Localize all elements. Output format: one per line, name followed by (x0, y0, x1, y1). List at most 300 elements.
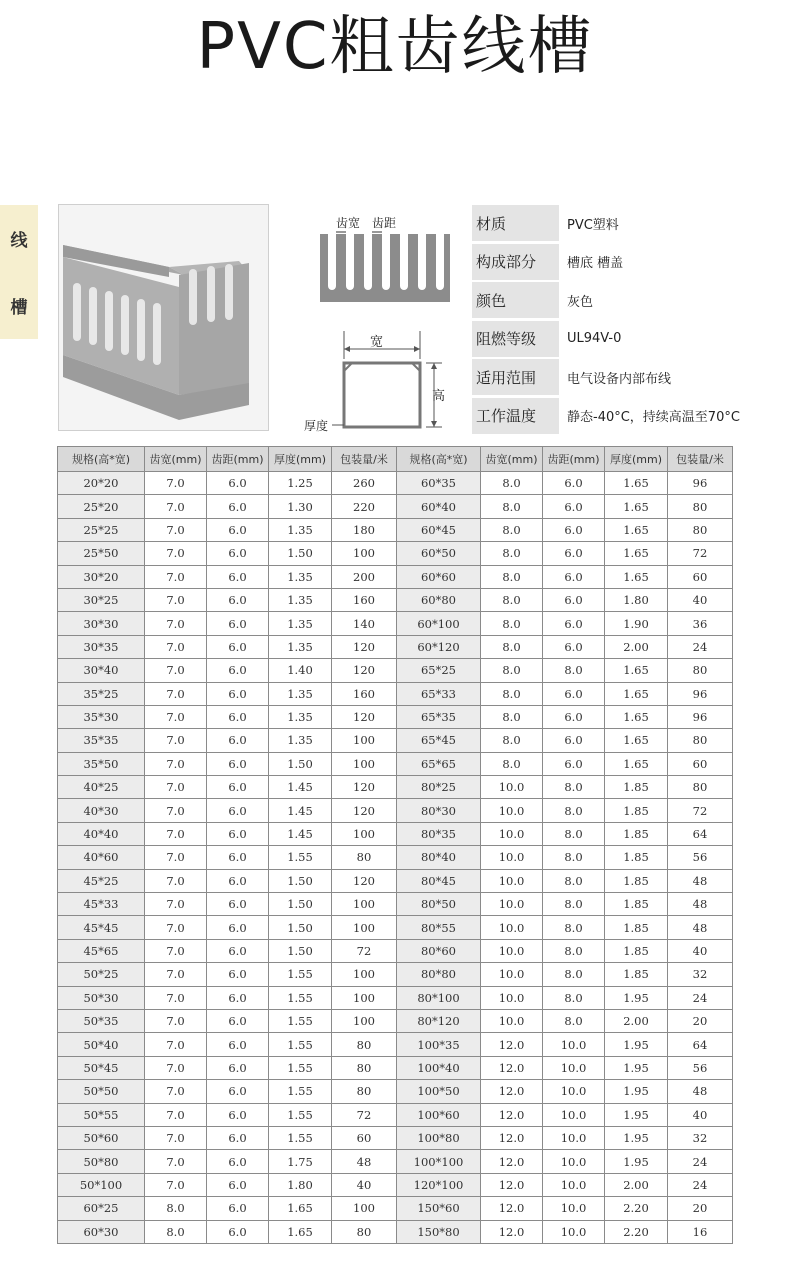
attribute-key: 颜色 (472, 282, 559, 318)
table-cell: 1.55 (269, 1103, 332, 1126)
table-cell: 1.55 (269, 1056, 332, 1079)
thickness-label: 厚度 (304, 419, 329, 433)
table-cell: 8.0 (481, 588, 543, 611)
table-cell: 72 (668, 799, 733, 822)
table-cell: 1.65 (605, 729, 668, 752)
attribute-row (472, 281, 790, 320)
table-cell: 6.0 (207, 682, 269, 705)
table-cell: 1.95 (605, 986, 668, 1009)
spec-size-cell: 50*50 (58, 1080, 145, 1103)
spec-size-cell: 80*25 (397, 776, 481, 799)
table-row (58, 1150, 733, 1173)
spec-size-cell: 30*20 (58, 565, 145, 588)
spec-size-cell: 50*25 (58, 963, 145, 986)
table-cell: 8.0 (481, 705, 543, 728)
table-cell: 6.0 (207, 472, 269, 495)
table-cell: 1.65 (605, 472, 668, 495)
spec-size-cell: 50*45 (58, 1056, 145, 1079)
table-cell: 6.0 (207, 1197, 269, 1220)
spec-size-cell: 50*100 (58, 1173, 145, 1196)
table-cell: 1.50 (269, 893, 332, 916)
table-cell: 100 (332, 1197, 397, 1220)
table-cell: 48 (668, 893, 733, 916)
attribute-list (472, 204, 790, 435)
spec-size-cell: 100*100 (397, 1150, 481, 1173)
table-row (58, 1197, 733, 1220)
table-row (58, 1103, 733, 1126)
table-cell: 96 (668, 472, 733, 495)
column-header: 齿宽(mm) (481, 447, 543, 472)
table-cell: 6.0 (207, 916, 269, 939)
spec-size-cell: 60*25 (58, 1197, 145, 1220)
table-cell: 24 (668, 1150, 733, 1173)
table-cell: 1.50 (269, 752, 332, 775)
table-row (58, 869, 733, 892)
table-cell: 220 (332, 495, 397, 518)
table-cell: 10.0 (543, 1080, 605, 1103)
table-cell: 7.0 (145, 752, 207, 775)
table-cell: 6.0 (543, 495, 605, 518)
wire-duct-illustration (59, 205, 268, 430)
table-cell: 1.35 (269, 612, 332, 635)
column-header: 包装量/米 (332, 447, 397, 472)
table-cell: 1.55 (269, 963, 332, 986)
spec-size-cell: 45*45 (58, 916, 145, 939)
table-cell: 8.0 (145, 1220, 207, 1243)
table-cell: 1.35 (269, 635, 332, 658)
table-cell: 8.0 (481, 682, 543, 705)
table-cell: 1.45 (269, 799, 332, 822)
table-cell: 12.0 (481, 1080, 543, 1103)
table-cell: 10.0 (481, 822, 543, 845)
spec-size-cell: 60*100 (397, 612, 481, 635)
table-cell: 80 (668, 518, 733, 541)
table-cell: 6.0 (207, 1126, 269, 1149)
spec-size-cell: 80*55 (397, 916, 481, 939)
table-cell: 12.0 (481, 1173, 543, 1196)
spec-size-cell: 80*80 (397, 963, 481, 986)
table-cell: 1.65 (605, 682, 668, 705)
table-cell: 32 (668, 1126, 733, 1149)
table-cell: 260 (332, 472, 397, 495)
spec-size-cell: 100*35 (397, 1033, 481, 1056)
spec-size-cell: 100*60 (397, 1103, 481, 1126)
spec-size-cell: 150*80 (397, 1220, 481, 1243)
spec-size-cell: 40*60 (58, 846, 145, 869)
table-cell: 7.0 (145, 659, 207, 682)
table-row (58, 705, 733, 728)
table-cell: 100 (332, 729, 397, 752)
table-cell: 72 (332, 1103, 397, 1126)
table-header-row (58, 447, 733, 472)
spec-table (57, 446, 733, 1244)
table-row (58, 1173, 733, 1196)
table-cell: 160 (332, 682, 397, 705)
table-cell: 40 (668, 1103, 733, 1126)
table-cell: 1.95 (605, 1033, 668, 1056)
table-cell: 1.55 (269, 986, 332, 1009)
table-cell: 1.65 (605, 495, 668, 518)
spec-size-cell: 60*60 (397, 565, 481, 588)
table-cell: 1.55 (269, 1080, 332, 1103)
table-cell: 56 (668, 1056, 733, 1079)
table-cell: 6.0 (207, 1033, 269, 1056)
attribute-value: 电气设备内部布线 (567, 371, 672, 387)
table-cell: 1.90 (605, 612, 668, 635)
table-cell: 6.0 (543, 565, 605, 588)
tooth-diagram (316, 212, 454, 312)
table-cell: 80 (668, 729, 733, 752)
table-row (58, 752, 733, 775)
spec-size-cell: 50*40 (58, 1033, 145, 1056)
tooth-width-label: 齿宽 (336, 216, 361, 230)
table-cell: 160 (332, 588, 397, 611)
table-cell: 1.55 (269, 1009, 332, 1032)
spec-size-cell: 35*30 (58, 705, 145, 728)
table-cell: 120 (332, 776, 397, 799)
spec-size-cell: 65*35 (397, 705, 481, 728)
side-tab (0, 205, 38, 339)
spec-size-cell: 60*50 (397, 542, 481, 565)
table-row (58, 588, 733, 611)
table-cell: 1.65 (605, 542, 668, 565)
spec-size-cell: 150*60 (397, 1197, 481, 1220)
table-cell: 7.0 (145, 963, 207, 986)
table-cell: 10.0 (481, 893, 543, 916)
table-cell: 8.0 (543, 916, 605, 939)
table-cell: 6.0 (207, 776, 269, 799)
table-cell: 10.0 (543, 1103, 605, 1126)
spec-size-cell: 25*25 (58, 518, 145, 541)
spec-size-cell: 100*50 (397, 1080, 481, 1103)
table-cell: 7.0 (145, 729, 207, 752)
table-row (58, 963, 733, 986)
table-cell: 100 (332, 893, 397, 916)
table-cell: 1.65 (269, 1197, 332, 1220)
table-cell: 8.0 (481, 729, 543, 752)
table-cell: 6.0 (207, 588, 269, 611)
table-cell: 10.0 (481, 869, 543, 892)
table-cell: 100 (332, 963, 397, 986)
table-cell: 100 (332, 752, 397, 775)
table-cell: 2.00 (605, 635, 668, 658)
table-cell: 7.0 (145, 799, 207, 822)
spec-size-cell: 60*120 (397, 635, 481, 658)
spec-size-cell: 100*80 (397, 1126, 481, 1149)
table-cell: 7.0 (145, 518, 207, 541)
table-cell: 120 (332, 799, 397, 822)
column-header: 齿距(mm) (543, 447, 605, 472)
table-cell: 1.50 (269, 869, 332, 892)
table-cell: 1.95 (605, 1103, 668, 1126)
table-cell: 120 (332, 659, 397, 682)
table-cell: 1.85 (605, 776, 668, 799)
table-cell: 6.0 (207, 869, 269, 892)
table-cell: 7.0 (145, 1009, 207, 1032)
table-cell: 7.0 (145, 635, 207, 658)
spec-size-cell: 40*40 (58, 822, 145, 845)
table-cell: 6.0 (543, 588, 605, 611)
table-cell: 6.0 (207, 518, 269, 541)
table-cell: 48 (668, 1080, 733, 1103)
attribute-key: 构成部分 (472, 244, 559, 280)
table-cell: 7.0 (145, 1033, 207, 1056)
table-cell: 12.0 (481, 1220, 543, 1243)
table-cell: 1.50 (269, 542, 332, 565)
table-row (58, 893, 733, 916)
tooth-pitch-label: 齿距 (372, 216, 397, 230)
table-cell: 1.85 (605, 963, 668, 986)
table-row (58, 682, 733, 705)
table-cell: 8.0 (543, 799, 605, 822)
spec-size-cell: 50*55 (58, 1103, 145, 1126)
table-cell: 6.0 (207, 1056, 269, 1079)
table-cell: 56 (668, 846, 733, 869)
table-cell: 7.0 (145, 1150, 207, 1173)
table-cell: 1.85 (605, 799, 668, 822)
table-cell: 6.0 (543, 542, 605, 565)
spec-size-cell: 45*65 (58, 939, 145, 962)
table-cell: 7.0 (145, 776, 207, 799)
table-cell: 12.0 (481, 1103, 543, 1126)
table-cell: 1.85 (605, 822, 668, 845)
table-cell: 6.0 (207, 495, 269, 518)
spec-size-cell: 50*30 (58, 986, 145, 1009)
spec-size-cell: 80*35 (397, 822, 481, 845)
table-cell: 1.40 (269, 659, 332, 682)
table-cell: 64 (668, 822, 733, 845)
table-row (58, 635, 733, 658)
table-cell: 8.0 (481, 518, 543, 541)
table-cell: 6.0 (207, 1150, 269, 1173)
table-cell: 8.0 (481, 472, 543, 495)
table-cell: 10.0 (481, 846, 543, 869)
table-cell: 100 (332, 986, 397, 1009)
table-cell: 1.45 (269, 776, 332, 799)
table-cell: 1.85 (605, 893, 668, 916)
table-row (58, 1080, 733, 1103)
table-cell: 48 (668, 869, 733, 892)
spec-size-cell: 45*25 (58, 869, 145, 892)
table-cell: 7.0 (145, 893, 207, 916)
table-row (58, 916, 733, 939)
spec-size-cell: 80*60 (397, 939, 481, 962)
table-cell: 1.95 (605, 1080, 668, 1103)
table-cell: 8.0 (481, 635, 543, 658)
spec-size-cell: 20*20 (58, 472, 145, 495)
table-cell: 12.0 (481, 1150, 543, 1173)
spec-size-cell: 65*45 (397, 729, 481, 752)
table-cell: 8.0 (481, 565, 543, 588)
table-cell: 8.0 (481, 752, 543, 775)
table-cell: 140 (332, 612, 397, 635)
spec-size-cell: 25*50 (58, 542, 145, 565)
table-cell: 7.0 (145, 916, 207, 939)
spec-size-cell: 50*35 (58, 1009, 145, 1032)
table-cell: 1.35 (269, 518, 332, 541)
cross-section-diagram (302, 327, 462, 435)
table-cell: 1.80 (269, 1173, 332, 1196)
attribute-row (472, 320, 790, 359)
table-row (58, 939, 733, 962)
table-cell: 1.85 (605, 846, 668, 869)
table-row (58, 612, 733, 635)
table-cell: 7.0 (145, 682, 207, 705)
table-cell: 1.80 (605, 588, 668, 611)
table-cell: 1.95 (605, 1150, 668, 1173)
table-cell: 1.35 (269, 682, 332, 705)
table-cell: 8.0 (145, 1197, 207, 1220)
spec-size-cell: 40*25 (58, 776, 145, 799)
spec-size-cell: 100*40 (397, 1056, 481, 1079)
spec-size-cell: 50*80 (58, 1150, 145, 1173)
table-row (58, 846, 733, 869)
table-cell: 1.30 (269, 495, 332, 518)
attribute-value: UL94V-0 (567, 331, 622, 347)
table-cell: 8.0 (543, 893, 605, 916)
spec-size-cell: 35*35 (58, 729, 145, 752)
table-cell: 20 (668, 1197, 733, 1220)
page-title: PVC粗齿线槽 (196, 10, 594, 84)
table-cell: 40 (668, 588, 733, 611)
table-cell: 24 (668, 986, 733, 1009)
table-cell: 80 (332, 1080, 397, 1103)
table-cell: 8.0 (481, 659, 543, 682)
spec-size-cell: 60*35 (397, 472, 481, 495)
table-cell: 7.0 (145, 986, 207, 1009)
side-tab-char: 线 (10, 231, 28, 251)
table-cell: 1.55 (269, 846, 332, 869)
table-cell: 1.95 (605, 1126, 668, 1149)
table-cell: 2.20 (605, 1220, 668, 1243)
table-cell: 8.0 (543, 963, 605, 986)
spec-size-cell: 65*33 (397, 682, 481, 705)
table-cell: 12.0 (481, 1197, 543, 1220)
table-cell: 10.0 (543, 1056, 605, 1079)
table-cell: 2.00 (605, 1009, 668, 1032)
table-cell: 10.0 (481, 916, 543, 939)
table-cell: 1.55 (269, 1126, 332, 1149)
table-cell: 10.0 (481, 986, 543, 1009)
table-cell: 1.65 (605, 518, 668, 541)
table-row (58, 542, 733, 565)
table-cell: 10.0 (481, 776, 543, 799)
width-label: 宽 (370, 335, 384, 350)
table-cell: 8.0 (543, 986, 605, 1009)
spec-size-cell: 35*25 (58, 682, 145, 705)
table-cell: 10.0 (543, 1150, 605, 1173)
table-cell: 1.95 (605, 1056, 668, 1079)
table-cell: 7.0 (145, 1126, 207, 1149)
table-cell: 6.0 (207, 846, 269, 869)
table-cell: 6.0 (543, 518, 605, 541)
table-cell: 1.65 (605, 705, 668, 728)
attribute-row (472, 397, 790, 436)
table-cell: 6.0 (543, 612, 605, 635)
table-cell: 10.0 (481, 799, 543, 822)
table-cell: 8.0 (481, 542, 543, 565)
table-cell: 12.0 (481, 1056, 543, 1079)
spec-size-cell: 30*40 (58, 659, 145, 682)
table-cell: 7.0 (145, 939, 207, 962)
table-cell: 6.0 (207, 822, 269, 845)
table-cell: 7.0 (145, 1103, 207, 1126)
spec-size-cell: 25*20 (58, 495, 145, 518)
table-cell: 1.65 (605, 752, 668, 775)
table-cell: 60 (332, 1126, 397, 1149)
table-cell: 6.0 (543, 705, 605, 728)
spec-size-cell: 65*65 (397, 752, 481, 775)
spec-size-cell: 65*25 (397, 659, 481, 682)
table-cell: 1.85 (605, 916, 668, 939)
table-cell: 100 (332, 822, 397, 845)
table-row (58, 1220, 733, 1243)
attribute-key: 材质 (472, 205, 559, 241)
table-cell: 2.00 (605, 1173, 668, 1196)
product-photo (58, 204, 269, 431)
table-cell: 80 (668, 776, 733, 799)
table-cell: 72 (332, 939, 397, 962)
spec-size-cell: 30*25 (58, 588, 145, 611)
table-cell: 6.0 (207, 1220, 269, 1243)
table-cell: 7.0 (145, 1056, 207, 1079)
table-cell: 80 (332, 1220, 397, 1243)
table-cell: 8.0 (543, 939, 605, 962)
attribute-value: PVC塑料 (567, 217, 619, 233)
table-cell: 8.0 (543, 776, 605, 799)
table-cell: 8.0 (543, 659, 605, 682)
table-cell: 10.0 (481, 963, 543, 986)
table-cell: 8.0 (543, 846, 605, 869)
table-cell: 8.0 (481, 612, 543, 635)
table-cell: 6.0 (207, 635, 269, 658)
table-cell: 1.50 (269, 939, 332, 962)
table-cell: 10.0 (543, 1220, 605, 1243)
table-cell: 12.0 (481, 1126, 543, 1149)
table-cell: 6.0 (207, 1173, 269, 1196)
table-cell: 8.0 (543, 1009, 605, 1032)
table-cell: 10.0 (543, 1033, 605, 1056)
table-cell: 8.0 (543, 822, 605, 845)
spec-size-cell: 30*35 (58, 635, 145, 658)
table-row (58, 822, 733, 845)
spec-size-cell: 60*30 (58, 1220, 145, 1243)
spec-size-cell: 120*100 (397, 1173, 481, 1196)
column-header: 规格(高*宽) (397, 447, 481, 472)
spec-size-cell: 80*45 (397, 869, 481, 892)
table-cell: 16 (668, 1220, 733, 1243)
table-cell: 32 (668, 963, 733, 986)
table-cell: 10.0 (481, 1009, 543, 1032)
table-cell: 6.0 (207, 1080, 269, 1103)
table-row (58, 776, 733, 799)
table-row (58, 1033, 733, 1056)
table-cell: 40 (332, 1173, 397, 1196)
spec-size-cell: 60*40 (397, 495, 481, 518)
table-cell: 7.0 (145, 612, 207, 635)
attribute-key: 阻燃等级 (472, 321, 559, 357)
table-cell: 7.0 (145, 705, 207, 728)
table-cell: 6.0 (207, 565, 269, 588)
table-cell: 6.0 (543, 635, 605, 658)
column-header: 厚度(mm) (605, 447, 668, 472)
table-cell: 7.0 (145, 822, 207, 845)
table-cell: 7.0 (145, 846, 207, 869)
spec-size-cell: 30*30 (58, 612, 145, 635)
table-row (58, 518, 733, 541)
attribute-row (472, 358, 790, 397)
table-cell: 10.0 (543, 1126, 605, 1149)
